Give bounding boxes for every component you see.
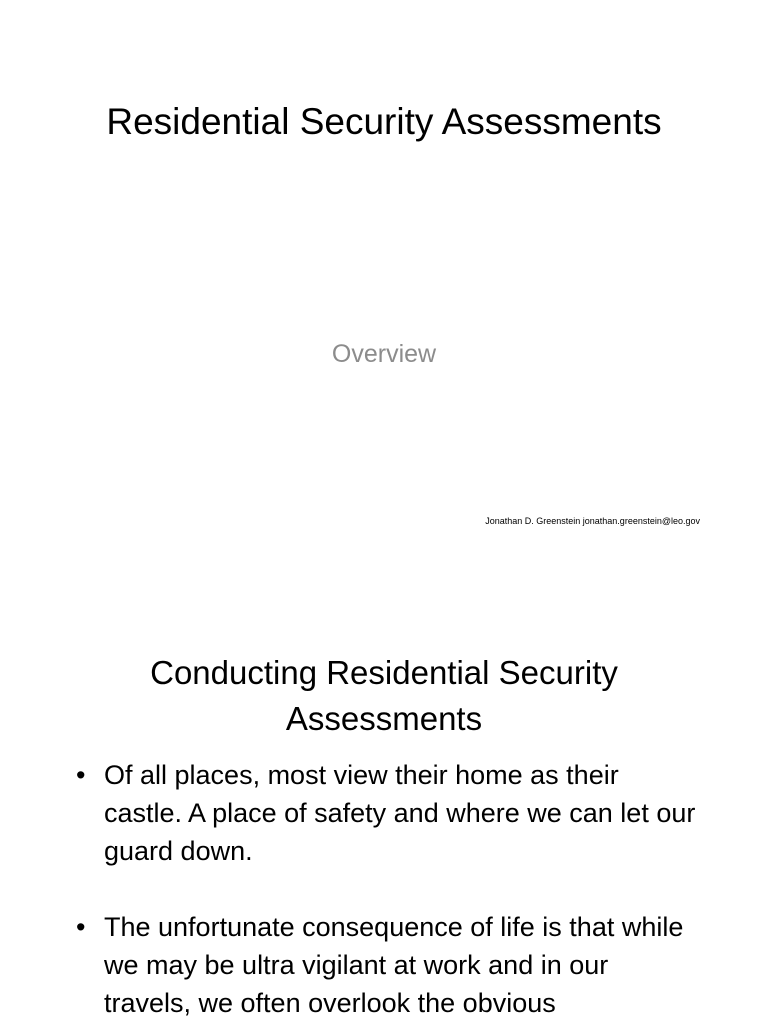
slide-title: Residential Security Assessments xyxy=(106,101,662,142)
slide-title xyxy=(0,650,768,742)
author-contact: Jonathan D. Greenstein jonathan.greenstein@leo.gov xyxy=(485,516,700,526)
bullet-item xyxy=(76,908,696,1022)
bullet-text: The unfortunate consequence of life is that while we may be ultra vigilant at work and in our travels, we often overlook the obvious xyxy=(104,912,684,1018)
bullet-list xyxy=(76,756,696,1024)
slide-2 xyxy=(0,576,768,1024)
bullet-icon: • xyxy=(76,912,86,942)
slide-title-line: Assessments xyxy=(285,700,483,737)
slide-subtitle: Overview xyxy=(331,340,437,368)
bullet-item xyxy=(76,756,696,870)
slide-title-line: Conducting Residential Security xyxy=(150,654,618,691)
bullet-text: Of all places, most view their home as their castle. A place of safety and where we can let our guard down. xyxy=(104,760,696,866)
bullet-icon: • xyxy=(76,760,86,790)
